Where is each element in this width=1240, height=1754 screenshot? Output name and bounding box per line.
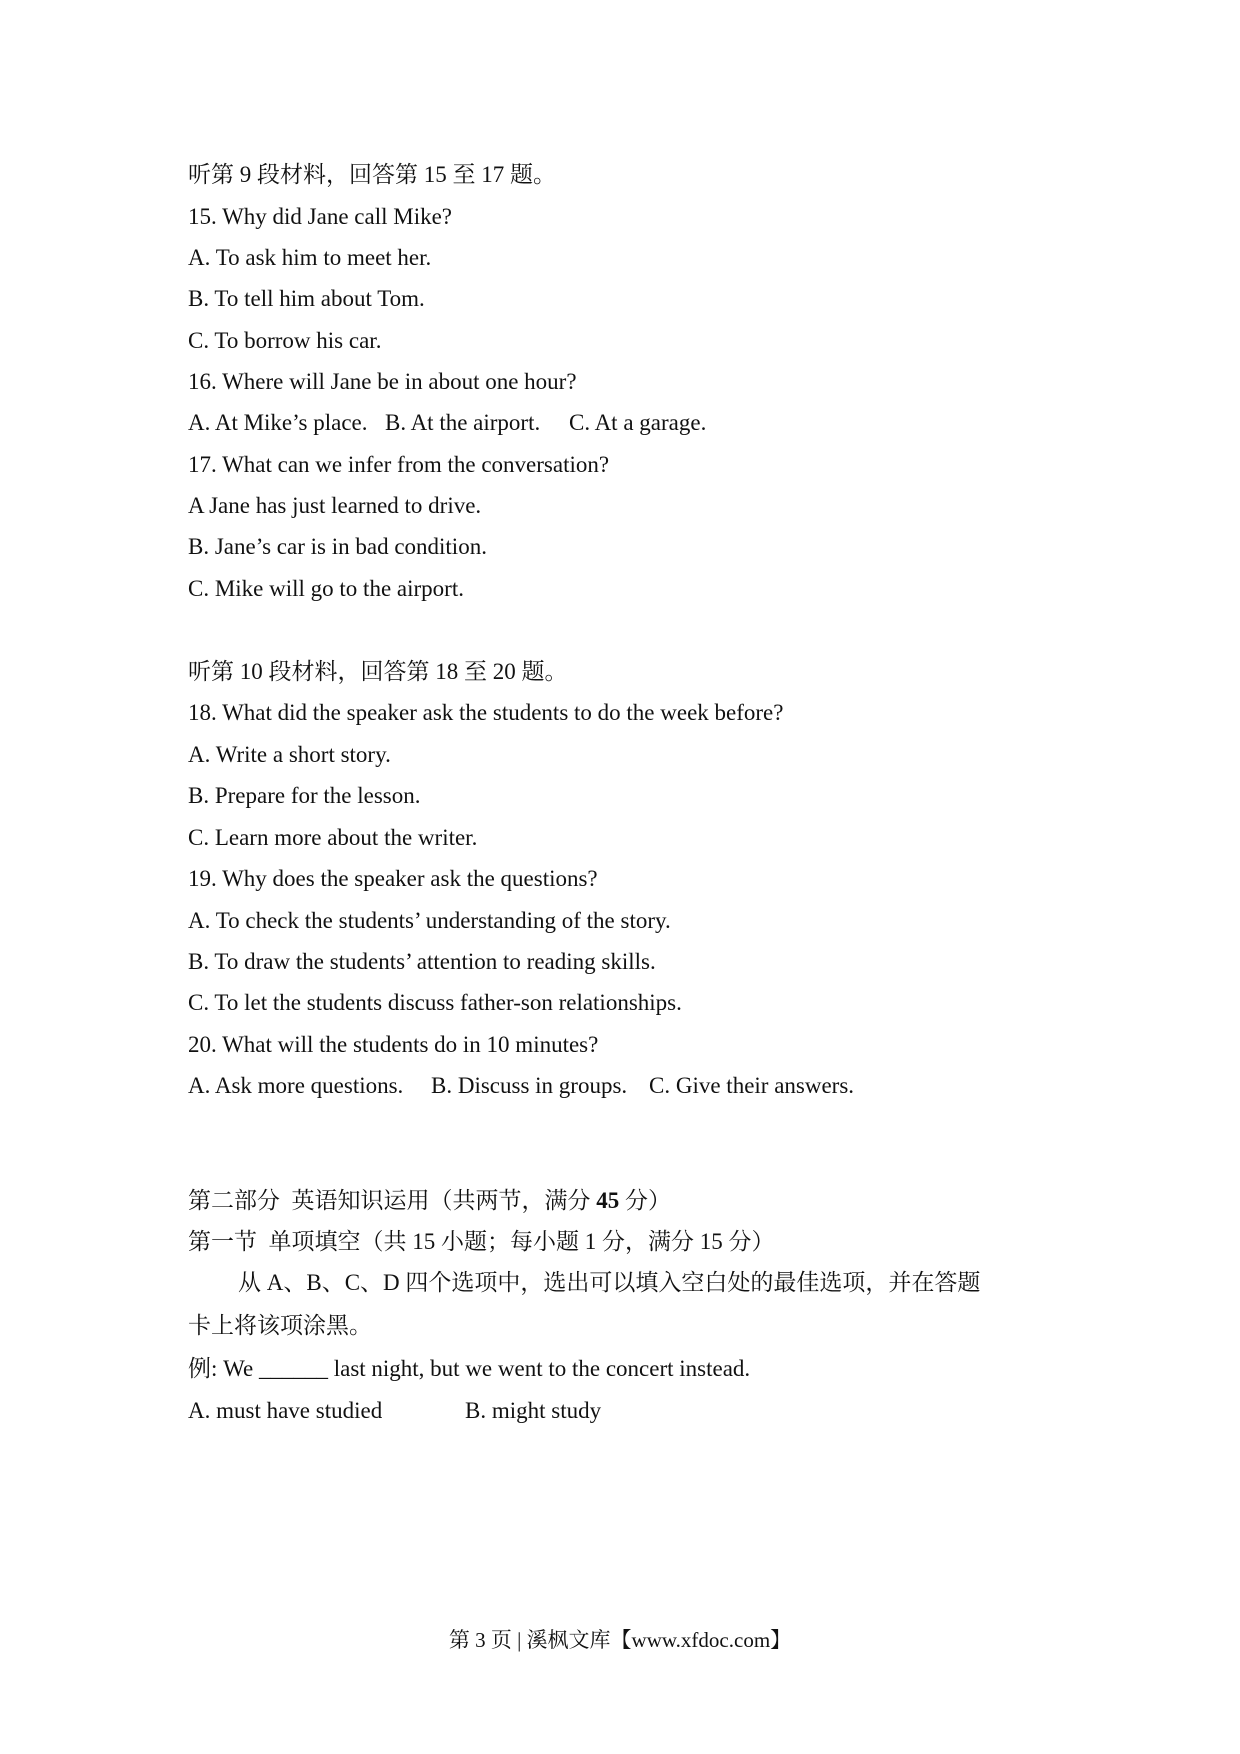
question-19: 19. Why does the speaker ask the questions?	[188, 866, 598, 891]
question-15: 15. Why did Jane call Mike?	[188, 204, 453, 229]
instruction-line-1: 从 A、B、C、D 四个选项中，选出可以填入空白处的最佳选项，并在答题	[238, 1270, 981, 1295]
instruction-line-2: 卡上将该项涂黑。	[188, 1313, 372, 1338]
part-2-title	[188, 1186, 671, 1216]
question-15-option-c: C. To borrow his car.	[188, 328, 382, 353]
question-17-option-a: A Jane has just learned to drive.	[188, 493, 482, 518]
subsection-title: 第一节 单项填空（共 15 小题；每小题 1 分，满分 15 分）	[188, 1229, 775, 1254]
question-15-option-a: A. To ask him to meet her.	[188, 245, 432, 270]
question-15-option-b: B. To tell him about Tom.	[188, 286, 425, 311]
example-sentence: 例: We ______ last night, but we went to the concert instead.	[188, 1356, 751, 1381]
question-20-option-c: C. Give their answers.	[649, 1073, 855, 1098]
section-9-heading: 听第 9 段材料，回答第 15 至 17 题。	[188, 162, 556, 187]
question-20-option-a: A. Ask more questions.	[188, 1073, 404, 1098]
question-17-option-b: B. Jane’s car is in bad condition.	[188, 534, 487, 559]
example-options	[188, 1396, 601, 1426]
question-17-option-c: C. Mike will go to the airport.	[188, 576, 464, 601]
part-2-title-score: 45	[596, 1188, 620, 1213]
question-20-option-b: B. Discuss in groups.	[431, 1073, 628, 1098]
question-18-option-a: A. Write a short story.	[188, 742, 391, 767]
question-16-option-b: B. At the airport.	[385, 410, 541, 435]
question-19-option-b: B. To draw the students’ attention to reading skills.	[188, 949, 656, 974]
question-20-options	[188, 1071, 854, 1101]
question-16-option-a: A. At Mike’s place.	[188, 410, 368, 435]
section-10-heading: 听第 10 段材料，回答第 18 至 20 题。	[188, 659, 568, 684]
part-2-title-prefix: 第二部分 英语知识运用（共两节，满分	[188, 1188, 597, 1213]
question-16-option-c: C. At a garage.	[569, 410, 707, 435]
example-option-a: A. must have studied	[188, 1398, 383, 1423]
question-18-option-b: B. Prepare for the lesson.	[188, 783, 421, 808]
example-option-b: B. might study	[465, 1398, 602, 1423]
question-19-option-c: C. To let the students discuss father-son relationships.	[188, 990, 682, 1015]
page-footer: 第 3 页 | 溪枫文库【www.xfdoc.com】	[448, 1628, 792, 1652]
question-16-options	[188, 408, 706, 438]
question-18: 18. What did the speaker ask the students to do the week before?	[188, 700, 784, 725]
part-2-title-suffix: 分）	[619, 1188, 671, 1213]
question-17: 17. What can we infer from the conversation?	[188, 452, 610, 477]
question-18-option-c: C. Learn more about the writer.	[188, 825, 478, 850]
question-16: 16. Where will Jane be in about one hour?	[188, 369, 577, 394]
question-20: 20. What will the students do in 10 minutes?	[188, 1032, 599, 1057]
question-19-option-a: A. To check the students’ understanding of the story.	[188, 908, 671, 933]
